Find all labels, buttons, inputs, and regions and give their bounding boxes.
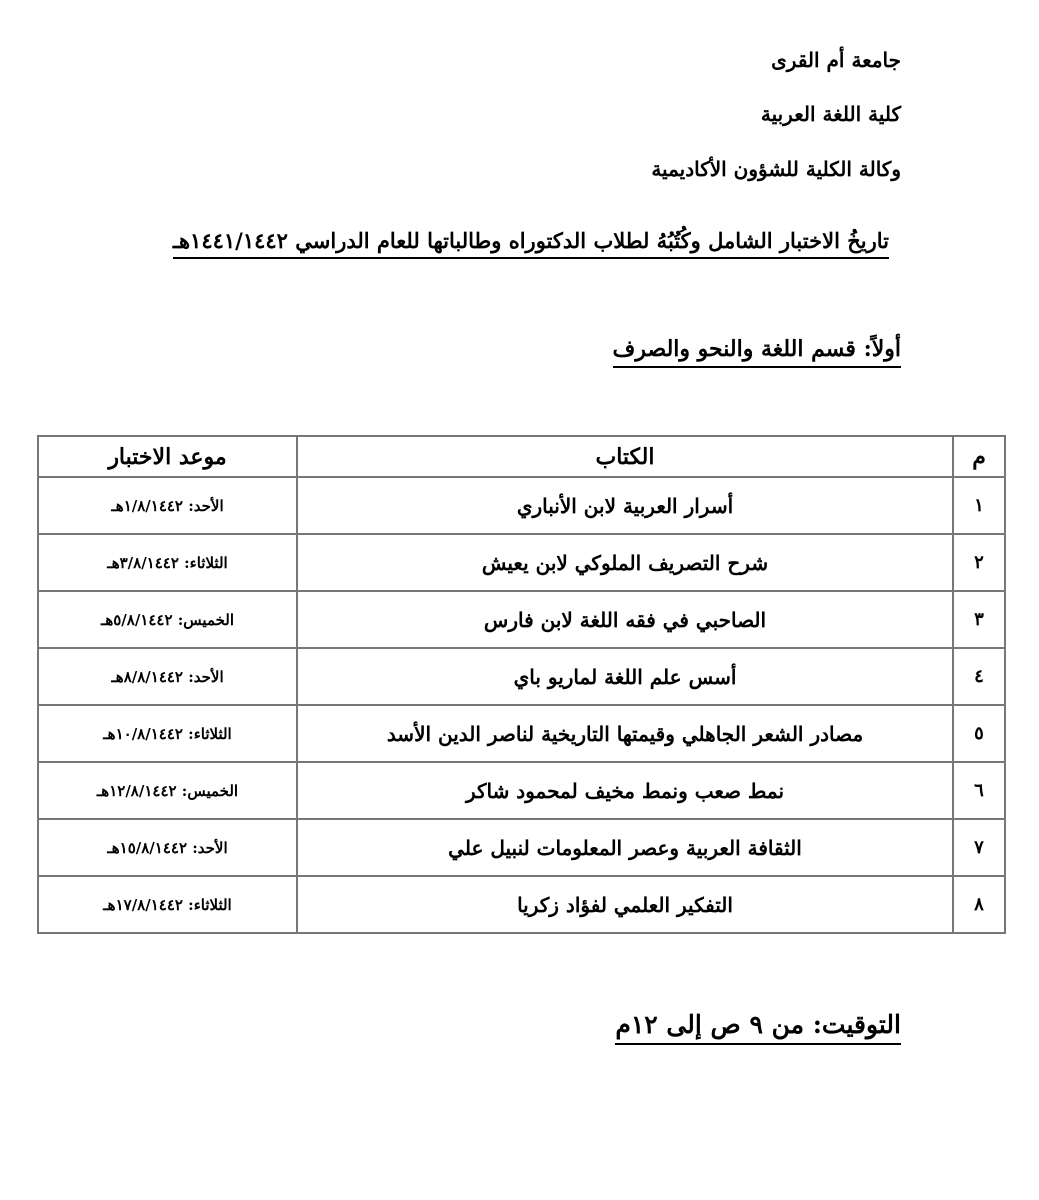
- table-row: [38, 819, 1005, 876]
- exam-date: الأحد: ٨/٨/١٤٤٢هـ: [38, 648, 297, 705]
- header-book: الكتاب: [297, 436, 953, 477]
- book-title: التفكير العلمي لفؤاد زكريا: [297, 876, 953, 933]
- agency-name: وكالة الكلية للشؤون الأكاديمية: [651, 157, 901, 181]
- exam-date: الثلاثاء: ١٠/٨/١٤٤٢هـ: [38, 705, 297, 762]
- exam-schedule-table: [37, 435, 1006, 934]
- college-name: كلية اللغة العربية: [760, 102, 901, 126]
- row-number: ٨: [953, 876, 1005, 933]
- table-row: [38, 876, 1005, 933]
- table-body: [38, 477, 1005, 933]
- header-date: موعد الاختبار: [38, 436, 297, 477]
- table-row: [38, 762, 1005, 819]
- row-number: ٦: [953, 762, 1005, 819]
- book-title: أسس علم اللغة لماريو باي: [297, 648, 953, 705]
- section-title: أولاً: قسم اللغة والنحو والصرف: [613, 336, 901, 368]
- table-row: [38, 591, 1005, 648]
- book-title: الثقافة العربية وعصر المعلومات لنبيل علي: [297, 819, 953, 876]
- book-title: الصاحبي في فقه اللغة لابن فارس: [297, 591, 953, 648]
- exam-date: الخميس: ٥/٨/١٤٤٢هـ: [38, 591, 297, 648]
- book-title: شرح التصريف الملوكي لابن يعيش: [297, 534, 953, 591]
- document-title: تاريخُ الاختبار الشامل وكُتُبُهُ لطلاب الدكتوراه وطالباتها للعام الدراسي ١٤٤١/١٤٤٢هـ: [173, 228, 889, 259]
- exam-date: الثلاثاء: ٣/٨/١٤٤٢هـ: [38, 534, 297, 591]
- row-number: ٢: [953, 534, 1005, 591]
- row-number: ٥: [953, 705, 1005, 762]
- exam-date: الثلاثاء: ١٧/٨/١٤٤٢هـ: [38, 876, 297, 933]
- book-title: نمط صعب ونمط مخيف لمحمود شاكر: [297, 762, 953, 819]
- book-title: أسرار العربية لابن الأنباري: [297, 477, 953, 534]
- table-row: [38, 534, 1005, 591]
- university-name: جامعة أم القرى: [771, 48, 901, 72]
- row-number: ٣: [953, 591, 1005, 648]
- timing-note: التوقيت: من ٩ ص إلى ١٢م: [615, 1010, 901, 1045]
- row-number: ٧: [953, 819, 1005, 876]
- exam-date: الخميس: ١٢/٨/١٤٤٢هـ: [38, 762, 297, 819]
- exam-date: الأحد: ١٥/٨/١٤٤٢هـ: [38, 819, 297, 876]
- table-row: [38, 705, 1005, 762]
- header-num: م: [953, 436, 1005, 477]
- table-row: [38, 648, 1005, 705]
- exam-date: الأحد: ١/٨/١٤٤٢هـ: [38, 477, 297, 534]
- book-title: مصادر الشعر الجاهلي وقيمتها التاريخية لناصر الدين الأسد: [297, 705, 953, 762]
- table-header-row: [38, 436, 1005, 477]
- row-number: ١: [953, 477, 1005, 534]
- row-number: ٤: [953, 648, 1005, 705]
- table-row: [38, 477, 1005, 534]
